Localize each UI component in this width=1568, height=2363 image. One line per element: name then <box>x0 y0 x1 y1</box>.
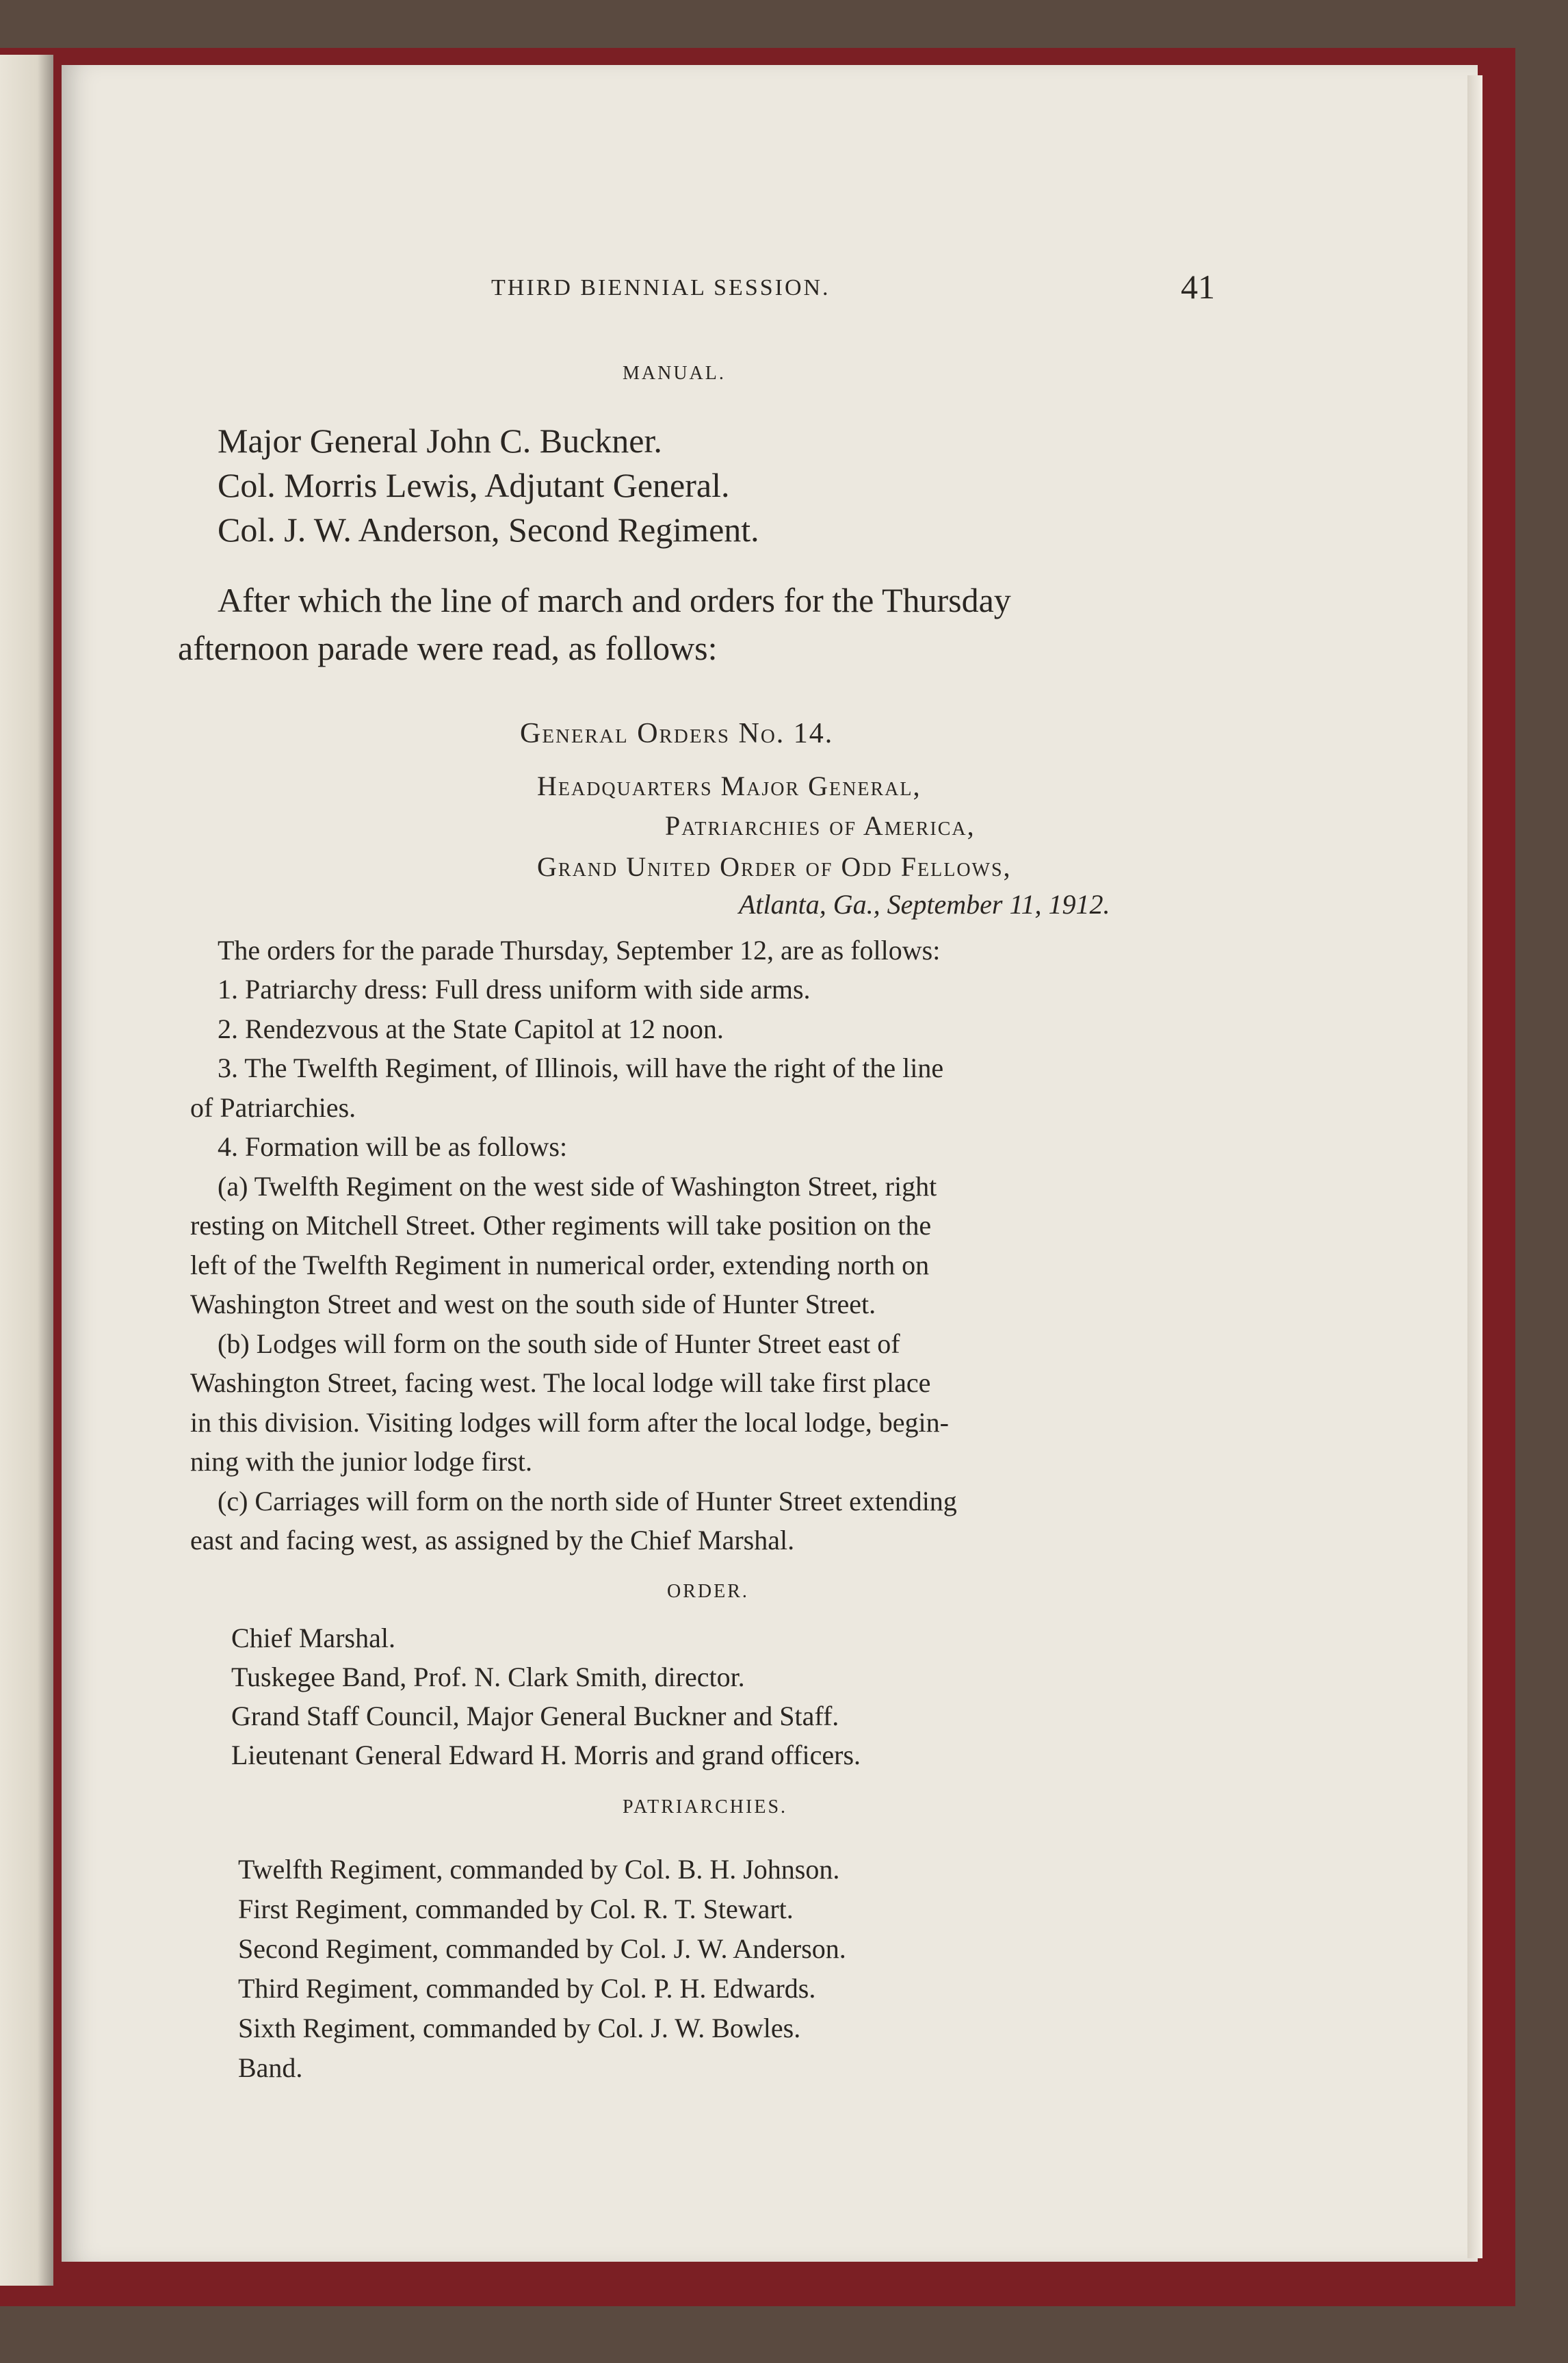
order-line: 2. Rendezvous at the State Capitol at 12 noon. <box>218 1013 724 1044</box>
address-line: Headquarters Major General, <box>537 771 922 801</box>
manual-line: Col. J. W. Anderson, Second Regiment. <box>218 511 759 549</box>
order-line: in this division. Visiting lodges will form after the local lodge, begin- <box>190 1407 949 1438</box>
left-page-edge <box>0 55 53 2286</box>
patriarchies-list-item: Sixth Regiment, commanded by Col. J. W. Bowles. <box>238 2013 801 2043</box>
order-list-item: Grand Staff Council, Major General Buckner and Staff. <box>231 1701 839 1731</box>
order-line: The orders for the parade Thursday, September 12, are as follows: <box>218 935 941 966</box>
manual-line: Col. Morris Lewis, Adjutant General. <box>218 466 730 504</box>
page-edges <box>1467 75 1482 2258</box>
order-list-item: Tuskegee Band, Prof. N. Clark Smith, director. <box>231 1662 745 1692</box>
order-line: 3. The Twelfth Regiment, of Illinois, will have the right of the line <box>218 1053 944 1083</box>
address-line: Patriarchies of America, <box>665 810 976 841</box>
order-line: 1. Patriarchy dress: Full dress uniform with side arms. <box>218 974 811 1005</box>
order-line: left of the Twelfth Regiment in numerical order, extending north on <box>190 1250 930 1280</box>
order-line: (a) Twelfth Regiment on the west side of Washington Street, right <box>218 1171 937 1202</box>
order-line: east and facing west, as assigned by the Chief Marshal. <box>190 1525 795 1555</box>
intro-line: afternoon parade were read, as follows: <box>178 629 718 667</box>
manual-line: Major General John C. Buckner. <box>218 422 662 460</box>
order-list-item: Chief Marshal. <box>231 1623 395 1653</box>
address-line: Grand United Order of Odd Fellows, <box>537 851 1012 882</box>
order-line: (b) Lodges will form on the south side of Hunter Street east of <box>218 1328 900 1359</box>
order-line: of Patriarchies. <box>190 1092 356 1123</box>
section-heading-order: ORDER. <box>667 1581 749 1602</box>
dateline: Atlanta, Ga., September 11, 1912. <box>739 889 1110 920</box>
intro-line: After which the line of march and orders for the Thursday <box>218 581 1011 619</box>
order-line: Washington Street, facing west. The local lodge will take first place <box>190 1367 931 1398</box>
patriarchies-list-item: Band. <box>238 2052 303 2083</box>
order-line: Washington Street and west on the south side of Hunter Street. <box>190 1289 876 1319</box>
running-head: THIRD BIENNIAL SESSION. <box>491 275 831 300</box>
page-number: 41 <box>1181 268 1215 306</box>
order-line: resting on Mitchell Street. Other regiments will take position on the <box>190 1210 932 1241</box>
order-line: ning with the junior lodge first. <box>190 1446 532 1477</box>
patriarchies-list-item: Second Regiment, commanded by Col. J. W. Anderson. <box>238 1933 846 1964</box>
patriarchies-list-item: Third Regiment, commanded by Col. P. H. Edwards. <box>238 1973 816 2004</box>
order-list-item: Lieutenant General Edward H. Morris and grand officers. <box>231 1740 861 1770</box>
order-line: (c) Carriages will form on the north side of Hunter Street extending <box>218 1486 957 1516</box>
section-heading-patriarchies: PATRIARCHIES. <box>623 1796 788 1818</box>
order-line: 4. Formation will be as follows: <box>218 1131 568 1162</box>
section-heading-manual: MANUAL. <box>623 363 726 384</box>
orders-title: General Orders No. 14. <box>520 718 834 749</box>
patriarchies-list-item: Twelfth Regiment, commanded by Col. B. H. Johnson. <box>238 1854 840 1885</box>
patriarchies-list-item: First Regiment, commanded by Col. R. T. Stewart. <box>238 1894 794 1924</box>
